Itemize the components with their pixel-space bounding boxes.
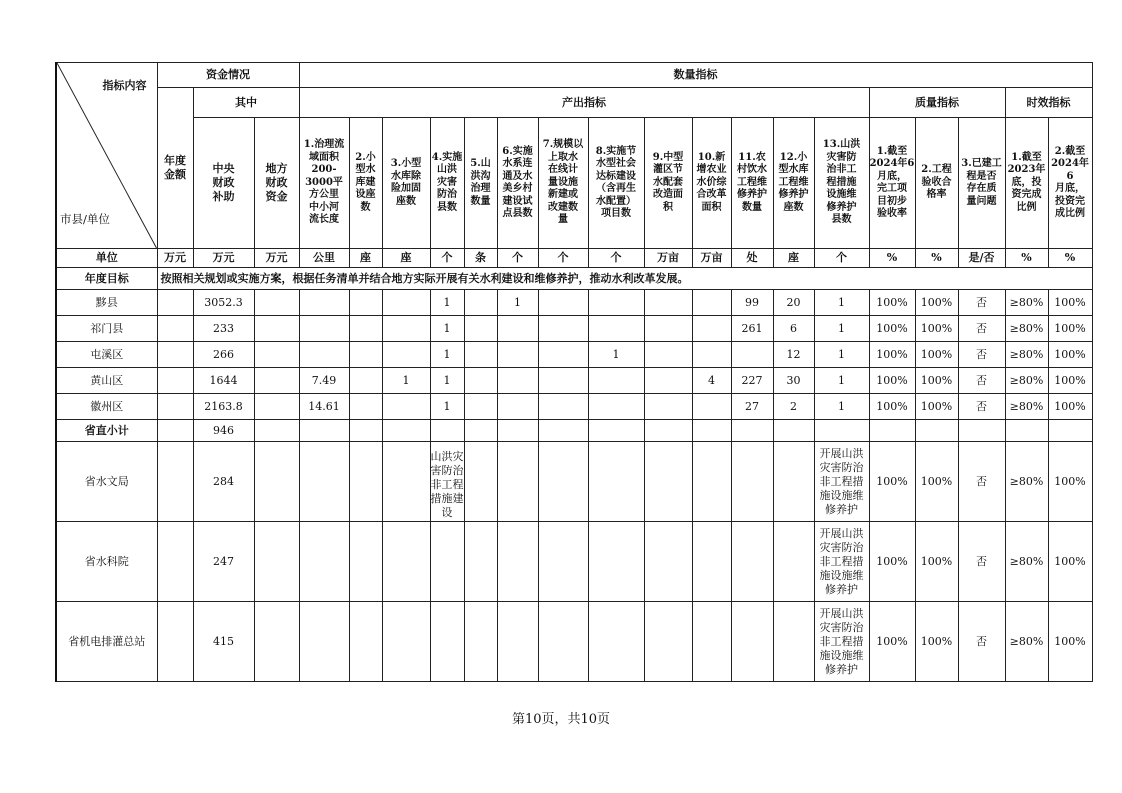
table-cell [157, 290, 193, 316]
table-cell: 4 [692, 368, 731, 394]
table-cell [1005, 420, 1048, 442]
table-cell: ≥80% [1005, 602, 1048, 682]
table-cell [588, 394, 644, 420]
table-cell [538, 368, 588, 394]
unit-cell: 座 [382, 249, 430, 268]
col-header-6: 6.实施 水系连 通及水 美乡村 建设试 点县数 [497, 118, 538, 249]
table-cell: 100% [869, 442, 915, 522]
table-cell: 否 [958, 316, 1005, 342]
unit-cell: 座 [773, 249, 814, 268]
table-cell: 100% [869, 342, 915, 368]
col-header-2: 2.小 型水 库建 设座 数 [349, 118, 382, 249]
table-cell [299, 420, 349, 442]
table-cell: 1 [430, 394, 464, 420]
table-row [56, 394, 1092, 420]
table-cell [382, 342, 430, 368]
table-cell: 1 [430, 368, 464, 394]
table-cell: 100% [869, 290, 915, 316]
table-cell: 否 [958, 368, 1005, 394]
table-cell [497, 522, 538, 602]
table-cell: 100% [869, 602, 915, 682]
table-cell [773, 420, 814, 442]
table-cell [731, 442, 773, 522]
row-name: 省直小计 [56, 420, 157, 442]
table-cell [464, 290, 497, 316]
table-cell [430, 602, 464, 682]
table-cell [349, 316, 382, 342]
table-cell [773, 602, 814, 682]
col-header-13: 13.山洪 灾害防 治非工 程措施 设施维 修养护 县数 [814, 118, 869, 249]
units-label: 单位 [56, 249, 157, 268]
unit-cell: 处 [731, 249, 773, 268]
units-row [56, 249, 1092, 268]
table-cell [299, 522, 349, 602]
table-cell: ≥80% [1005, 522, 1048, 602]
table-cell [1048, 420, 1092, 442]
table-body [56, 249, 1092, 682]
table-cell: 否 [958, 442, 1005, 522]
table-cell [538, 420, 588, 442]
table-cell: 1 [814, 316, 869, 342]
table-cell [588, 368, 644, 394]
row-name: 黄山区 [56, 368, 157, 394]
table-cell: 3052.3 [193, 290, 254, 316]
table-cell: ≥80% [1005, 342, 1048, 368]
table-cell: 开展山洪 灾害防治 非工程措 施设施维 修养护 [814, 442, 869, 522]
unit-cell: 公里 [299, 249, 349, 268]
unit-cell: % [915, 249, 958, 268]
table-cell: 100% [915, 290, 958, 316]
table-cell: 1 [588, 342, 644, 368]
table-cell: 100% [869, 522, 915, 602]
table-cell [382, 442, 430, 522]
table-cell [731, 342, 773, 368]
table-cell [464, 368, 497, 394]
table-cell: 227 [731, 368, 773, 394]
table-cell [157, 420, 193, 442]
page-footer: 第10页，共10页 [511, 712, 611, 727]
table-cell: 开展山洪 灾害防治 非工程措 施设施维 修养护 [814, 522, 869, 602]
table-cell: 6 [773, 316, 814, 342]
table-cell [349, 420, 382, 442]
quality-header-2: 2.工程 验收合 格率 [915, 118, 958, 249]
table-cell [773, 442, 814, 522]
central-header: 中央 财政 补助 [193, 118, 254, 249]
table-cell [588, 316, 644, 342]
table-cell: 1 [814, 290, 869, 316]
table-cell [299, 290, 349, 316]
table-cell [299, 316, 349, 342]
table-cell: 100% [915, 342, 958, 368]
table-cell: 1 [497, 290, 538, 316]
table-cell: 99 [731, 290, 773, 316]
quality-header-3: 3.已建工 程是否 存在质 量问题 [958, 118, 1005, 249]
table-cell [157, 394, 193, 420]
row-name: 省水文局 [56, 442, 157, 522]
table-cell [644, 342, 692, 368]
table-cell [497, 368, 538, 394]
timeliness-header-1: 1.截至 2023年 底，投 资完成 比例 [1005, 118, 1048, 249]
table-cell [430, 420, 464, 442]
table-cell [254, 602, 299, 682]
table-cell [349, 522, 382, 602]
table-cell: 266 [193, 342, 254, 368]
table-cell [382, 420, 430, 442]
table-row [56, 316, 1092, 342]
table-cell: 否 [958, 394, 1005, 420]
table-cell [382, 522, 430, 602]
table-cell: 100% [915, 522, 958, 602]
funding-header: 资金情况 [157, 63, 299, 88]
table-cell [731, 602, 773, 682]
row-name: 省水科院 [56, 522, 157, 602]
annual-total-header: 年度 金额 [157, 88, 193, 249]
table-cell: ≥80% [1005, 394, 1048, 420]
annual-target-label: 年度目标 [56, 268, 157, 290]
table-cell: 284 [193, 442, 254, 522]
table-cell [692, 522, 731, 602]
table-cell: 2 [773, 394, 814, 420]
table-cell [497, 442, 538, 522]
table-cell: 30 [773, 368, 814, 394]
table-cell: ≥80% [1005, 368, 1048, 394]
table-cell: 247 [193, 522, 254, 602]
quality-header-1: 1.截至 2024年6 月底， 完工项 目初步 验收率 [869, 118, 915, 249]
table-cell: ≥80% [1005, 316, 1048, 342]
table-cell: 100% [1048, 342, 1092, 368]
indicator-table [55, 62, 1093, 682]
table-cell [299, 442, 349, 522]
table-cell [958, 420, 1005, 442]
table-cell [692, 342, 731, 368]
table-cell [588, 602, 644, 682]
table-cell: 1 [814, 342, 869, 368]
unit-cell: 座 [349, 249, 382, 268]
table-cell [382, 290, 430, 316]
table-cell [349, 290, 382, 316]
row-name: 屯溪区 [56, 342, 157, 368]
table-cell [254, 394, 299, 420]
table-cell: 100% [1048, 368, 1092, 394]
table-cell [464, 522, 497, 602]
table-cell [299, 342, 349, 368]
col-header-9: 9.中型 灌区节 水配套 改造面 积 [644, 118, 692, 249]
col-header-3: 3.小型 水库除 险加固 座数 [382, 118, 430, 249]
table-cell [692, 394, 731, 420]
unit-cell: 条 [464, 249, 497, 268]
table-cell [382, 394, 430, 420]
table-cell: 100% [915, 602, 958, 682]
unit-cell: % [869, 249, 915, 268]
table-cell: 946 [193, 420, 254, 442]
table-cell [497, 316, 538, 342]
unit-cell: 万亩 [644, 249, 692, 268]
table-cell [157, 522, 193, 602]
table-cell [349, 602, 382, 682]
table-cell: 否 [958, 602, 1005, 682]
table-cell: ≥80% [1005, 290, 1048, 316]
col-header-8: 8.实施节 水型社会 达标建设 （含再生 水配置） 项目数 [588, 118, 644, 249]
table-cell: 12 [773, 342, 814, 368]
unit-cell: % [1048, 249, 1092, 268]
table-cell [349, 442, 382, 522]
table-cell: 100% [915, 442, 958, 522]
table-cell: 100% [1048, 602, 1092, 682]
table-cell: 1 [814, 394, 869, 420]
timeliness-header-2: 2.截至 2024年6 月底， 投资完 成比例 [1048, 118, 1092, 249]
row-name: 省机电排灌总站 [56, 602, 157, 682]
table-cell [497, 602, 538, 682]
table-cell: 7.49 [299, 368, 349, 394]
table-cell [254, 368, 299, 394]
table-cell [382, 316, 430, 342]
table-cell [915, 420, 958, 442]
table-row [56, 522, 1092, 602]
table-cell [814, 420, 869, 442]
unit-cell: 万亩 [692, 249, 731, 268]
table-cell [254, 442, 299, 522]
corner-header [56, 63, 157, 249]
annual-target-text: 按照相关规划或实施方案，根据任务清单并结合地方实际开展有关水利建设和维修养护，推动水利改革发展。 [157, 268, 1092, 290]
table-cell: 1 [430, 342, 464, 368]
table-cell [157, 316, 193, 342]
table-cell: 否 [958, 290, 1005, 316]
table-cell [254, 420, 299, 442]
table-cell [157, 602, 193, 682]
unit-cell: 个 [430, 249, 464, 268]
unit-cell: 个 [588, 249, 644, 268]
table-row [56, 442, 1092, 522]
table-cell [731, 522, 773, 602]
local-header: 地方 财政 资金 [254, 118, 299, 249]
table-cell: 1 [430, 290, 464, 316]
table-cell [254, 290, 299, 316]
table-cell [497, 342, 538, 368]
table-row [56, 290, 1092, 316]
table-cell: 14.61 [299, 394, 349, 420]
table-cell: 261 [731, 316, 773, 342]
table-cell [538, 342, 588, 368]
table-cell [692, 316, 731, 342]
table-cell: 100% [1048, 316, 1092, 342]
unit-cell: 个 [497, 249, 538, 268]
table-cell [692, 442, 731, 522]
table-cell [299, 602, 349, 682]
table-cell [464, 602, 497, 682]
col-header-1: 1.治理流 域面积 200- 3000平 方公里 中小河 流长度 [299, 118, 349, 249]
table-cell [349, 394, 382, 420]
unit-cell: 个 [538, 249, 588, 268]
table-cell [157, 342, 193, 368]
quality-header: 质量指标 [869, 88, 1005, 118]
table-cell [254, 342, 299, 368]
table-row [56, 420, 1092, 442]
table-cell [382, 602, 430, 682]
table-cell [538, 316, 588, 342]
table-cell: 415 [193, 602, 254, 682]
table-cell [464, 394, 497, 420]
table-cell: 100% [915, 316, 958, 342]
table-cell: 1 [430, 316, 464, 342]
table-cell: 1 [382, 368, 430, 394]
table-cell: 100% [915, 394, 958, 420]
col-header-11: 11.农 村饮水 工程维 修养护 数量 [731, 118, 773, 249]
corner-bottom-label: 市县/单位 [60, 212, 110, 226]
table-cell: 开展山洪 灾害防治 非工程措 施设施维 修养护 [814, 602, 869, 682]
table-cell: 1644 [193, 368, 254, 394]
table-cell [692, 290, 731, 316]
table-cell [538, 442, 588, 522]
row-name: 徽州区 [56, 394, 157, 420]
unit-cell: 个 [814, 249, 869, 268]
table-cell: 1 [814, 368, 869, 394]
table-cell: 20 [773, 290, 814, 316]
table-cell [869, 420, 915, 442]
table-cell [254, 522, 299, 602]
row-name: 黟县 [56, 290, 157, 316]
table-cell: 100% [1048, 522, 1092, 602]
table-cell [588, 442, 644, 522]
table-cell [157, 442, 193, 522]
table-cell [464, 316, 497, 342]
table-row [56, 602, 1092, 682]
table-cell: 100% [1048, 290, 1092, 316]
table-cell [644, 368, 692, 394]
table-cell [644, 316, 692, 342]
table-cell: ≥80% [1005, 442, 1048, 522]
table-cell [254, 316, 299, 342]
table-cell [773, 522, 814, 602]
table-cell [497, 394, 538, 420]
table-cell: 233 [193, 316, 254, 342]
table-cell [349, 368, 382, 394]
table-cell: 100% [869, 368, 915, 394]
table-cell [497, 420, 538, 442]
table-cell [692, 420, 731, 442]
table-cell [644, 442, 692, 522]
annual-target-row [56, 268, 1092, 290]
table-cell [538, 394, 588, 420]
quantity-header: 数量指标 [299, 63, 1092, 88]
unit-cell: 是/否 [958, 249, 1005, 268]
table-cell [538, 290, 588, 316]
table-cell [464, 442, 497, 522]
table-cell [538, 522, 588, 602]
col-header-4: 4.实施 山洪 灾害 防治 县数 [430, 118, 464, 249]
unit-cell: 万元 [157, 249, 193, 268]
table-cell [464, 420, 497, 442]
table-cell [588, 290, 644, 316]
table-row [56, 368, 1092, 394]
table-cell [644, 420, 692, 442]
row-name: 祁门县 [56, 316, 157, 342]
table-cell [538, 602, 588, 682]
timeliness-header: 时效指标 [1005, 88, 1092, 118]
table-cell [644, 290, 692, 316]
of-which-header: 其中 [193, 88, 299, 118]
table-cell: 100% [869, 394, 915, 420]
table-cell [464, 342, 497, 368]
col-header-7: 7.规模以 上取水 在线计 量设施 新建或 改建数 量 [538, 118, 588, 249]
table-cell: 否 [958, 522, 1005, 602]
table-cell: 27 [731, 394, 773, 420]
table-cell [349, 342, 382, 368]
col-header-12: 12.小 型水库 工程维 修养护 座数 [773, 118, 814, 249]
corner-top-label: 指标内容 [102, 79, 147, 92]
col-header-10: 10.新 增农业 水价综 合改革 面积 [692, 118, 731, 249]
output-header: 产出指标 [299, 88, 869, 118]
table-cell [644, 602, 692, 682]
table-cell: 100% [869, 316, 915, 342]
table-cell [644, 522, 692, 602]
unit-cell: 万元 [193, 249, 254, 268]
table-cell: 山洪灾 害防治 非工程 措施建 设 [430, 442, 464, 522]
unit-cell: % [1005, 249, 1048, 268]
table-cell: 否 [958, 342, 1005, 368]
table-cell [731, 420, 773, 442]
table-cell [588, 522, 644, 602]
table-cell: 100% [915, 368, 958, 394]
table-cell [644, 394, 692, 420]
col-header-5: 5.山 洪沟 治理 数量 [464, 118, 497, 249]
table-cell: 100% [1048, 394, 1092, 420]
table-cell [692, 602, 731, 682]
table-cell [588, 420, 644, 442]
table-cell [430, 522, 464, 602]
unit-cell: 万元 [254, 249, 299, 268]
table-cell: 100% [1048, 442, 1092, 522]
table-cell: 2163.8 [193, 394, 254, 420]
table-cell [157, 368, 193, 394]
table-row [56, 342, 1092, 368]
